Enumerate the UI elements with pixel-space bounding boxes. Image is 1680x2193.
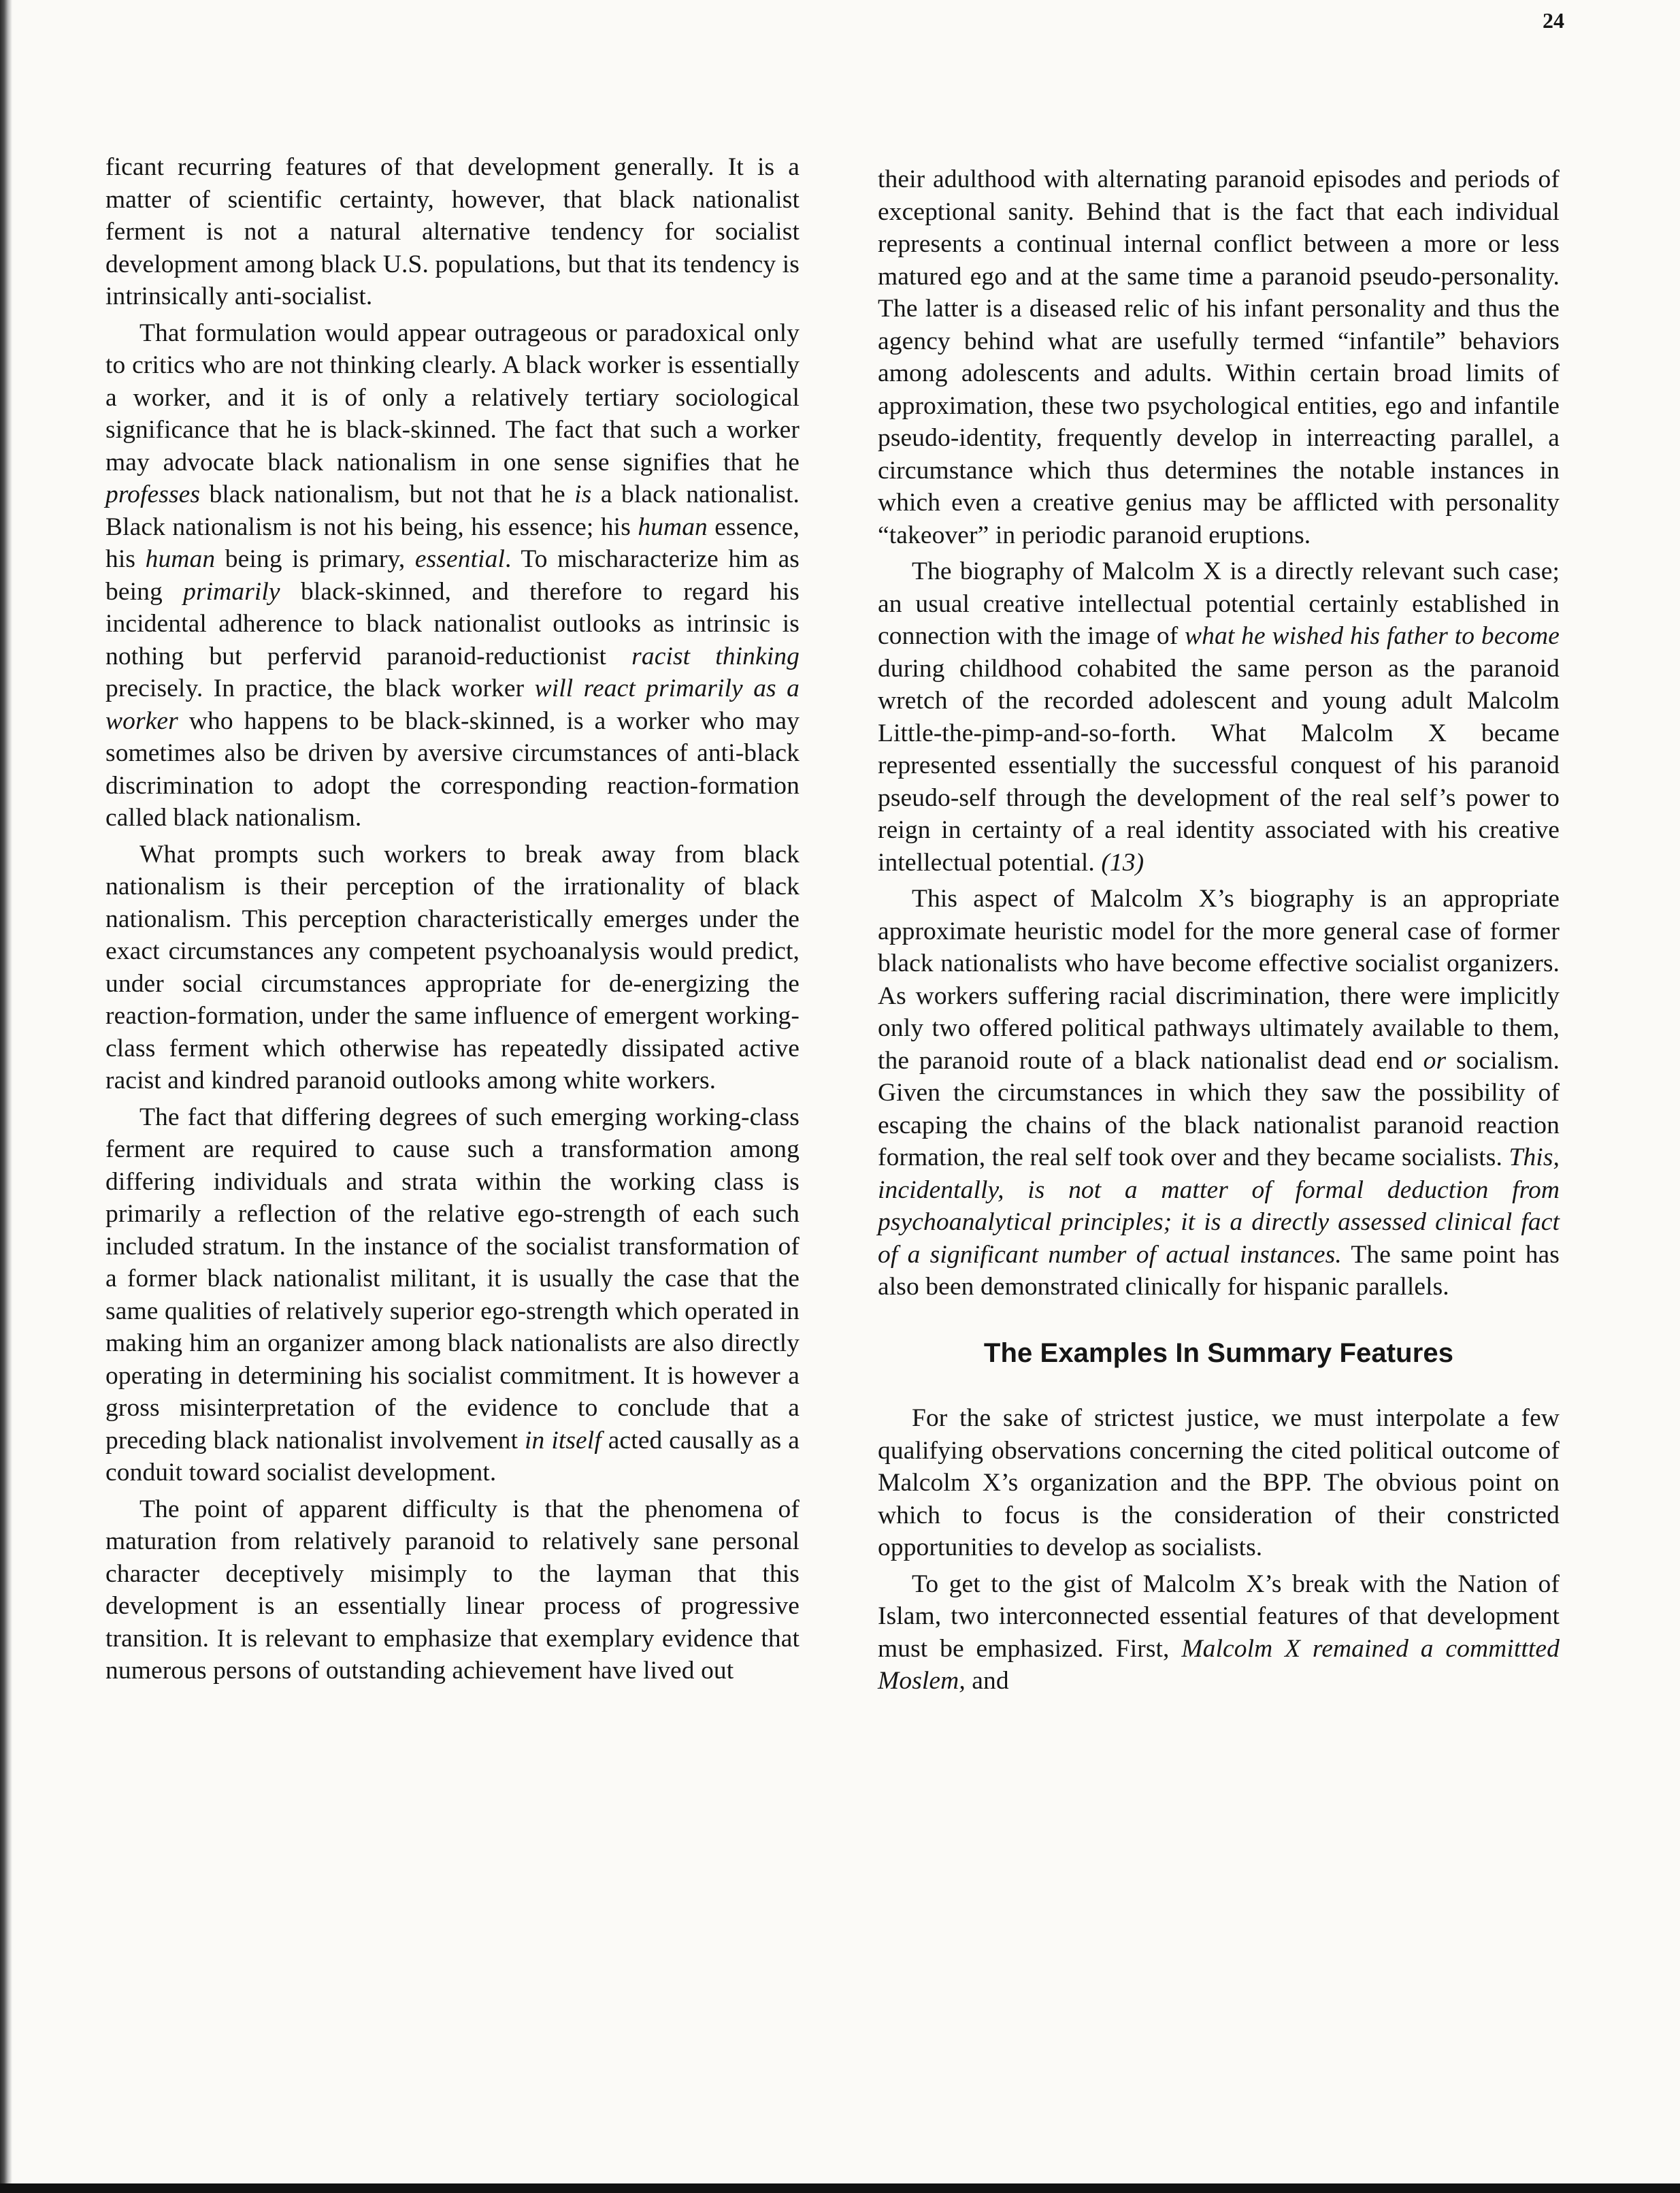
text-run: being is primary,	[215, 545, 415, 573]
text-run: socialism. Given the circumstances in which they saw the possibility of escaping the chains of the black nationalist paranoid reaction formation, the real self took over and they became socialists.	[878, 1046, 1560, 1171]
text-run: To get to the gist of Malcolm X’s break with the Nation of Islam, two interconnected essential features of that development must be emphasized. First,	[878, 1570, 1560, 1663]
text-run: The same point has also been demonstrated clinically for hispanic parallels.	[878, 1240, 1560, 1301]
italic-run: or	[1423, 1046, 1447, 1075]
left-column	[105, 151, 800, 1691]
left-paragraph-5: The point of apparent difficulty is that the phenomena of maturation from relatively paranoid to relatively sane personal character deceptively misimply to the layman that this development is an essentially linear process of progressive transition. It is relevant to emphasize that exemplary evidence that numerous persons of outstanding achievement have lived out	[105, 1495, 800, 1685]
italic-run: human	[145, 545, 216, 573]
page-number: 24	[1543, 8, 1564, 33]
italic-run: will react primarily as a worker	[105, 675, 800, 735]
text-run: black-skinned, and therefore to regard his incidental adherence to black nationalist outlooks as intrinsic is nothing but perfervid paranoid-reductionist	[105, 577, 800, 670]
text-run: a black nationalist. Black nationalism is not his being, his essence; his	[105, 481, 800, 541]
italic-run: essential	[414, 545, 505, 573]
text-run: The biography of Malcolm X is a directly relevant such case; an usual creative intellectual potential certainly established in connection with the image of	[878, 557, 1560, 650]
text-run: and	[965, 1667, 1009, 1695]
text-run: essence, his	[105, 513, 800, 573]
right-paragraph-3	[878, 883, 1560, 1303]
right-paragraph-2	[878, 555, 1560, 879]
section-heading: The Examples In Summary Features	[983, 1337, 1454, 1368]
italic-run: in itself	[525, 1426, 602, 1455]
scan-binding-edge	[0, 0, 12, 2193]
italic-run: is	[574, 481, 592, 508]
right-column	[878, 163, 1560, 1702]
text-run: That formulation would appear outrageous or paradoxical only to critics who are not thinking clearly. A black worker is essentially a worker, and it is of only a relatively tertiary sociological significance that he is black-skinned. The fact that such a worker may advocate black nationalism in one sense signifies that he	[105, 319, 800, 476]
italic-run: racist thinking	[631, 642, 800, 670]
left-paragraph-1: ficant recurring features of that development generally. It is a matter of scientific certainty, however, that black nationalist ferment is not a natural alternative tendency for socialist development among black U.S. populations, but that its tendency is intrinsically anti-socialist.	[105, 153, 800, 310]
left-paragraph-4	[105, 1101, 800, 1489]
italic-run: professes	[105, 481, 201, 508]
right-paragraph-4: For the sake of strictest justice, we must interpolate a few qualifying observations concerning the cited political outcome of Malcolm X’s organization and the BPP. The obvious point on which to focus is the consideration of their constricted opportunities to develop as socialists.	[878, 1404, 1560, 1561]
italic-run: primarily	[183, 577, 280, 606]
right-paragraph-5	[878, 1568, 1560, 1697]
italic-run: Malcolm X remained a committted Moslem,	[878, 1634, 1560, 1695]
italic-run: This, incidentally, is not a matter of formal deduction from psychoanalytical principles; it is a directly assessed clinical fact of a significant number of actual instances.	[878, 1143, 1560, 1269]
left-paragraph-3: What prompts such workers to break away from black nationalism is their perception of the irrationality of black nationalism. This perception characteristically emerges under the exact circumstances any competent psychoanalysis would predict, under social circumstances appropriate for de-energizing the reaction-formation, under the same influence of emergent working-class ferment which otherwise has repeatedly dissipated active racist and kindred paranoid outlooks among white workers.	[105, 840, 800, 1094]
text-run: precisely. In practice, the black worker	[105, 675, 535, 702]
left-paragraph-2	[105, 317, 800, 834]
text-run: This aspect of Malcolm X’s biography is an appropriate approximate heuristic model for the more general case of former black nationalists who have become effective socialist organizers. As workers suffering racial discrimination, there were implicitly only two offered political pathways ultimately available to them, the paranoid route of a black nationalist dead end	[878, 885, 1560, 1075]
text-run: black nationalism, but not that he	[200, 481, 575, 508]
text-run: during childhood cohabited the same person as the paranoid wretch of the recorded adolescent and young adult Malcolm Little-the-pimp-and-so-forth. What Malcolm X became represented essentially the successful conquest of his paranoid pseudo-self through the development of the real self’s power to reign in certainty of a real identity associated with his creative intellectual potential.	[878, 654, 1560, 877]
text-run: acted causally as a conduit toward socialist development.	[105, 1426, 800, 1487]
text-run: The fact that differing degrees of such emerging working-class ferment are required to cause such a transformation among differing individuals and strata within the working class is primarily a reflection of the relative ego-strength of each such included stratum. In the instance of the socialist transformation of a former black nationalist militant, it is usually the case that the same qualities of relatively superior ego-strength which operated in making him an organizer among black nationalists are also directly operating in determining his socialist commitment. It is however a gross misinterpretation of the evidence to conclude that a preceding black nationalist involvement	[105, 1103, 800, 1455]
text-run: . To mischaracterize him as being	[105, 545, 800, 606]
footnote-reference: (13)	[1101, 848, 1144, 877]
scan-bottom-edge	[0, 2183, 1680, 2193]
italic-run: human	[638, 513, 708, 541]
italic-run: what he wished his father to become	[1185, 622, 1560, 650]
right-paragraph-1: their adulthood with alternating paranoid episodes and periods of exceptional sanity. Behind that is the fact that each individual represents a continual internal conflict between a more or less matured ego and at the same time a paranoid pseudo-personality. The latter is a diseased relic of his infant personality and thus the agency behind what are usefully termed “infantile” behaviors among adolescents and adults. Within certain broad limits of approximation, these two psychological entities, ego and infantile pseudo-identity, frequently develop in interreacting parallel, a circumstance which thus determines the notable instances in which even a creative genius may be afflicted with personality “takeover” in periodic paranoid eruptions.	[878, 165, 1560, 549]
text-run: who happens to be black-skinned, is a worker who may sometimes also be driven by aversive circumstances of anti-black discrimination to adopt the corresponding reaction-formation called black nationalism.	[105, 706, 800, 832]
